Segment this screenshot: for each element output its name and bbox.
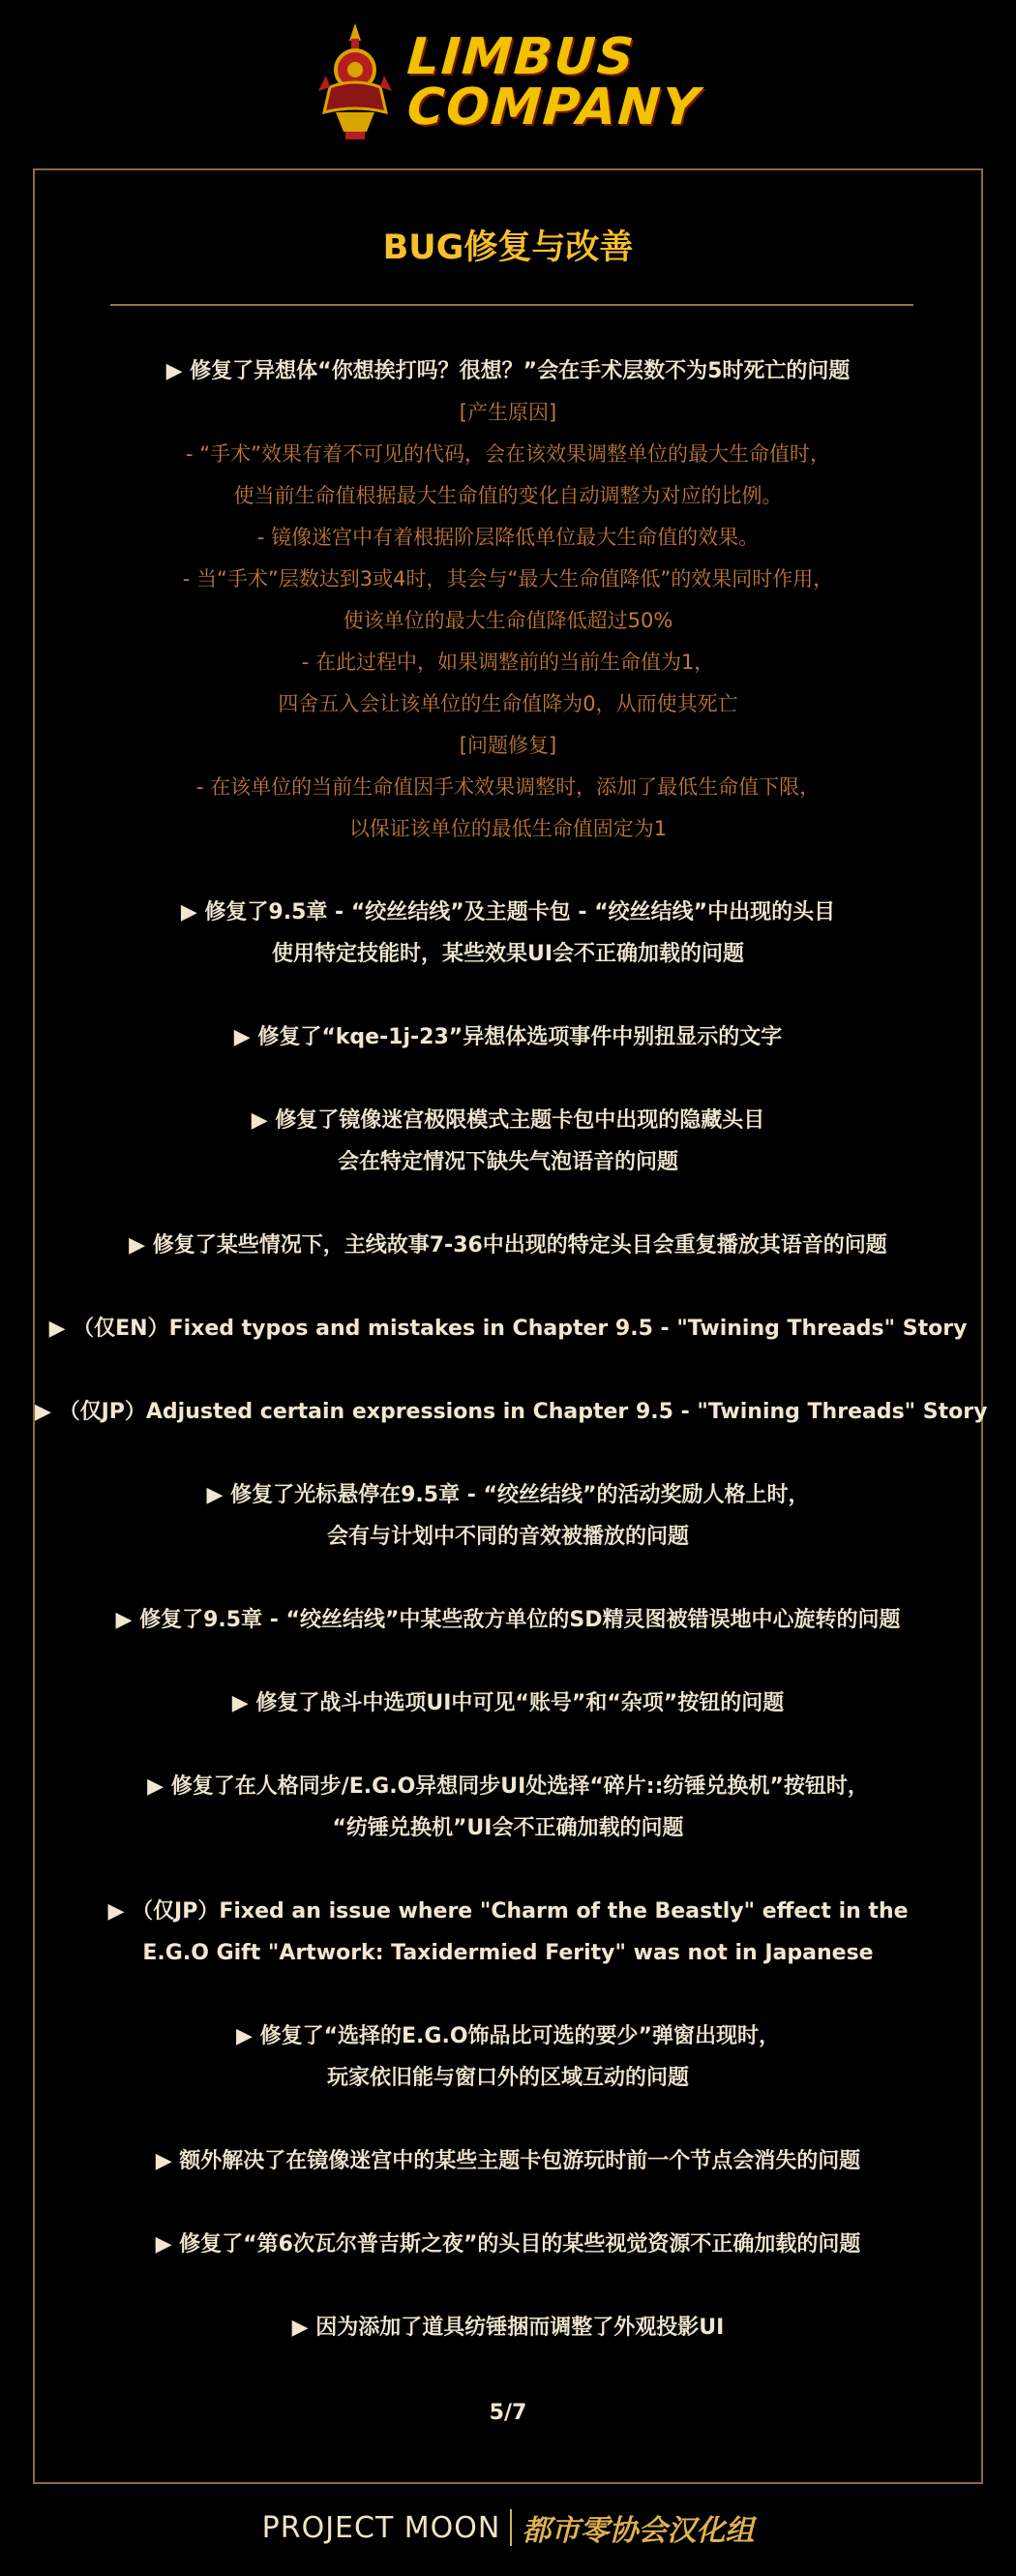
block-spacer [35,1266,981,1308]
fix-detail-line: 以保证该单位的最低生命值固定为1 [348,817,668,840]
fix-detail-line: 使该单位的最大生命值降低超过50% [343,609,673,632]
fix-item [35,1100,981,1183]
fix-item [35,1225,981,1266]
block-spacer [35,2182,981,2224]
fix-item [35,2224,981,2265]
fix-line: ▶ 额外解决了在镜像迷宫中的某些主题卡包游玩时前一个节点会消失的问题 [155,2149,861,2173]
fix-line: 使用特定技能时，某些效果UI会不正确加载的问题 [271,942,745,966]
fix-detail-line: - 在此过程中，如果调整前的当前生命值为1， [301,651,715,674]
block-spacer [35,1058,981,1100]
fix-line: E.G.O Gift "Artwork: Taxidermied Ferity" was not in Japanese [142,1941,874,1965]
fix-item [35,2140,981,2182]
logo-text-line1: LIMBUS [404,28,638,86]
fix-detail-line: [产生原因] [459,401,557,424]
fix-item [35,1474,981,1558]
block-spacer [35,1641,981,1682]
limbus-company-logo [0,19,1016,145]
block-spacer [35,975,981,1016]
fix-item [35,1766,981,1849]
project-moon-logo: PROJECT MOON [261,2510,501,2545]
fix-line: 会有与计划中不同的音效被播放的问题 [326,1525,689,1549]
fix-line: ▶ （仅JP）Fixed an issue where "Charm of the Beastly" effect in the [107,1899,909,1924]
fix-detail-line: - 在该单位的当前生命值因手术效果调整时，添加了最低生命值下限， [195,775,821,799]
fix-detail-line: - “手术”效果有着不可见的代码，会在该效果调整单位的最大生命值时， [185,442,830,466]
fix-item [35,1599,981,1641]
fix-item [35,1391,988,1433]
fix-item [35,1682,981,1724]
block-spacer [35,1183,981,1225]
fix-item [35,1016,981,1058]
patch-notes-panel [33,168,988,2484]
fix-line: ▶ 修复了“第6次瓦尔普吉斯之夜”的头目的某些视觉资源不正确加载的问题 [155,2232,861,2257]
block-spacer [35,1558,981,1599]
fix-line: ▶ （仅EN）Fixed typos and mistakes in Chapter 9.5 - "Twining Threads" Story [48,1317,968,1341]
fix-line: “纺锤兑换机”UI会不正确加载的问题 [332,1816,684,1840]
fix-line: ▶ 修复了战斗中选项UI中可见“账号”和“杂项”按钮的问题 [231,1691,785,1715]
fix-item [35,892,981,975]
fix-line: ▶ 修复了9.5章 - “绞丝结线”中某些敌方单位的SD精灵图被错误地中心旋转的问题 [115,1608,901,1632]
fix-item [35,350,981,850]
clock-emblem-icon [316,19,394,145]
fix-line: ▶ 修复了某些情况下，主线故事7-36中出现的特定头目会重复播放其语音的问题 [129,1233,887,1258]
page-title: BUG修复与改善 [382,228,634,267]
fix-line: ▶ 因为添加了道具纺锤捆而调整了外观投影UI [291,2316,725,2340]
fix-detail-line: - 镜像迷宫中有着根据阶层降低单位最大生命值的效果。 [256,526,760,549]
footer-credits [0,2503,1016,2552]
fix-line: ▶ 修复了光标悬停在9.5章 - “绞丝结线”的活动奖励人格上时， [206,1483,810,1507]
block-spacer [35,2099,981,2140]
fix-item [35,1891,981,1974]
block-spacer [35,1724,981,1766]
page-number: 5/7 [489,2401,527,2425]
fix-line: ▶ 修复了在人格同步/E.G.O异想同步UI处选择“碎片::纺锤兑换机”按钮时， [147,1774,869,1799]
fix-item [35,2307,981,2349]
title-divider [110,304,913,306]
block-spacer [35,1849,981,1891]
fix-item [35,1308,981,1349]
fix-line: ▶ 修复了9.5章 - “绞丝结线”及主题卡包 - “绞丝结线”中出现的头目 [180,900,836,924]
fix-item [35,2015,981,2099]
fix-line: ▶ （仅JP）Adjusted certain expressions in Chapter 9.5 - "Twining Threads" Story [35,1400,988,1424]
translation-group-logo: 都市零协会汉化组 [522,2514,755,2548]
bug-fix-list [35,350,988,2349]
logo-text-line2: COMPANY [404,78,702,136]
fix-line: ▶ 修复了镜像迷宫极限模式主题卡包中出现的隐藏头目 [251,1108,765,1133]
block-spacer [35,1349,981,1391]
fix-line: ▶ 修复了异想体“你想挨打吗？很想？”会在手术层数不为5时死亡的问题 [165,359,851,383]
block-spacer [35,1974,981,2015]
fix-detail-line: [问题修复] [459,734,557,757]
block-spacer [35,850,981,892]
fix-line: ▶ 修复了“选择的E.G.O饰品比可选的要少”弹窗出现时， [235,2024,780,2048]
footer-separator [510,2509,512,2546]
fix-line: 会在特定情况下缺失气泡语音的问题 [337,1150,678,1174]
block-spacer [35,2265,981,2307]
fix-detail-line: - 当“手术”层数达到3或4时，其会与“最大生命值降低”的效果同时作用， [182,567,834,591]
fix-detail-line: 使当前生命值根据最大生命值的变化自动调整为对应的比例。 [233,484,783,507]
fix-detail-line: 四舍五入会让该单位的生命值降为0，从而使其死亡 [278,692,738,715]
fix-line: ▶ 修复了“kqe-1j-23”异想体选项事件中别扭显示的文字 [233,1025,783,1049]
block-spacer [35,1433,981,1474]
fix-line: 玩家依旧能与窗口外的区域互动的问题 [326,2066,689,2090]
